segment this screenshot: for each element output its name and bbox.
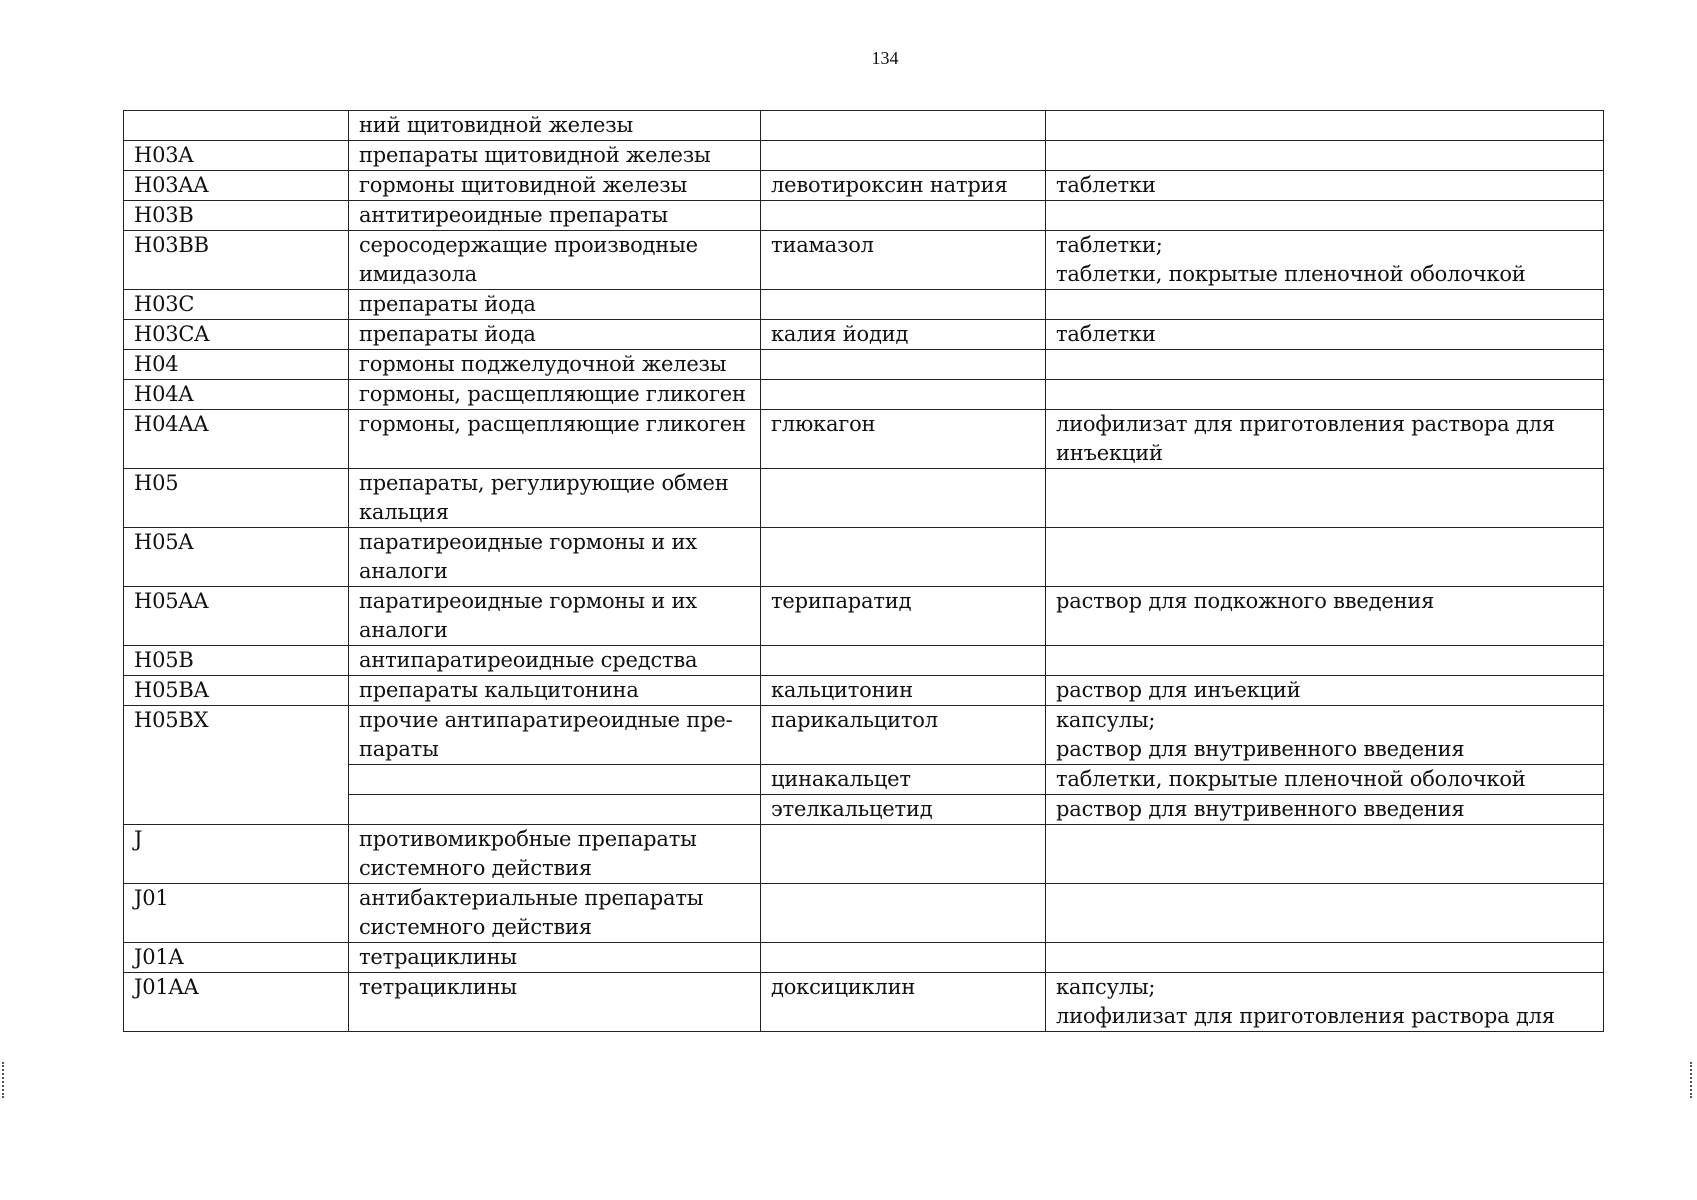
atc-code-cell: H03CA bbox=[124, 320, 349, 350]
atc-code-cell: H05BX bbox=[124, 706, 349, 825]
atc-code-cell: H03AA bbox=[124, 171, 349, 201]
drug-name-cell bbox=[761, 943, 1046, 973]
group-cell: препараты, регулирующие обмен кальция bbox=[349, 469, 761, 528]
table-row bbox=[124, 676, 1604, 706]
table-row bbox=[124, 943, 1604, 973]
dosage-form-cell: таблетки bbox=[1046, 320, 1604, 350]
atc-code-cell: H04AA bbox=[124, 410, 349, 469]
dosage-form-cell: таблетки; таблетки, покрытые пленочной оболочкой bbox=[1046, 231, 1604, 290]
drug-name-cell bbox=[761, 141, 1046, 171]
table-row bbox=[124, 973, 1604, 1032]
table-row bbox=[124, 646, 1604, 676]
table-row bbox=[124, 469, 1604, 528]
group-cell: антибактериальные препараты системного действия bbox=[349, 884, 761, 943]
dosage-form-cell bbox=[1046, 528, 1604, 587]
atc-code-cell: H04A bbox=[124, 380, 349, 410]
dosage-form-cell: раствор для подкожного введения bbox=[1046, 587, 1604, 646]
group-cell bbox=[349, 795, 761, 825]
atc-code-cell: H05AA bbox=[124, 587, 349, 646]
dosage-form-cell bbox=[1046, 350, 1604, 380]
table-row bbox=[124, 380, 1604, 410]
atc-code-cell: H03BB bbox=[124, 231, 349, 290]
group-cell: гормоны, расщепляющие гликоген bbox=[349, 380, 761, 410]
group-cell: гормоны, расщепляющие гликоген bbox=[349, 410, 761, 469]
group-cell: препараты йода bbox=[349, 320, 761, 350]
drug-name-cell: цинакальцет bbox=[761, 765, 1046, 795]
drug-name-cell: этелкальцетид bbox=[761, 795, 1046, 825]
atc-code-cell: J01AA bbox=[124, 973, 349, 1032]
atc-code-cell: H05BA bbox=[124, 676, 349, 706]
table-row bbox=[124, 706, 1604, 765]
drug-name-cell bbox=[761, 825, 1046, 884]
dosage-form-cell bbox=[1046, 825, 1604, 884]
dosage-form-cell bbox=[1046, 943, 1604, 973]
atc-code-cell: H05A bbox=[124, 528, 349, 587]
drug-name-cell: парикальцитол bbox=[761, 706, 1046, 765]
dosage-form-cell bbox=[1046, 884, 1604, 943]
drug-name-cell bbox=[761, 380, 1046, 410]
dosage-form-cell: капсулы; раствор для внутривенного введения bbox=[1046, 706, 1604, 765]
table-row bbox=[124, 587, 1604, 646]
atc-code-cell: J01 bbox=[124, 884, 349, 943]
dosage-form-cell bbox=[1046, 646, 1604, 676]
group-cell bbox=[349, 765, 761, 795]
group-cell: прочие антипаратиреоидные пре- параты bbox=[349, 706, 761, 765]
dosage-form-cell bbox=[1046, 380, 1604, 410]
group-cell: антипаратиреоидные средства bbox=[349, 646, 761, 676]
dosage-form-cell bbox=[1046, 290, 1604, 320]
group-cell: тетрациклины bbox=[349, 943, 761, 973]
table-row bbox=[124, 141, 1604, 171]
drug-name-cell bbox=[761, 350, 1046, 380]
table-row bbox=[124, 884, 1604, 943]
drug-name-cell: тиамазол bbox=[761, 231, 1046, 290]
atc-code-cell: H03B bbox=[124, 201, 349, 231]
group-cell: тетрациклины bbox=[349, 973, 761, 1032]
group-cell: паратиреоидные гормоны и их аналоги bbox=[349, 528, 761, 587]
atc-code-cell: H03A bbox=[124, 141, 349, 171]
scan-edge-mark-left bbox=[2, 1062, 7, 1098]
atc-code-cell: H03C bbox=[124, 290, 349, 320]
drug-name-cell bbox=[761, 646, 1046, 676]
table-row bbox=[124, 410, 1604, 469]
drug-name-cell bbox=[761, 201, 1046, 231]
table-row bbox=[124, 320, 1604, 350]
group-cell: ний щитовидной железы bbox=[349, 111, 761, 141]
table-row bbox=[124, 111, 1604, 141]
drug-name-cell bbox=[761, 111, 1046, 141]
dosage-form-cell: раствор для внутривенного введения bbox=[1046, 795, 1604, 825]
atc-code-cell: H05 bbox=[124, 469, 349, 528]
dosage-form-cell: раствор для инъекций bbox=[1046, 676, 1604, 706]
drug-name-cell bbox=[761, 884, 1046, 943]
scan-edge-mark-right bbox=[1690, 1062, 1695, 1098]
group-cell: серосодержащие производные имидазола bbox=[349, 231, 761, 290]
dosage-form-cell: капсулы; лиофилизат для приготовления раствора для bbox=[1046, 973, 1604, 1032]
dosage-form-cell: лиофилизат для приготовления раствора для инъекций bbox=[1046, 410, 1604, 469]
group-cell: гормоны щитовидной железы bbox=[349, 171, 761, 201]
table-row bbox=[124, 290, 1604, 320]
atc-code-cell: H05B bbox=[124, 646, 349, 676]
group-cell: препараты кальцитонина bbox=[349, 676, 761, 706]
group-cell: антитиреоидные препараты bbox=[349, 201, 761, 231]
drug-name-cell: терипаратид bbox=[761, 587, 1046, 646]
table-row bbox=[124, 201, 1604, 231]
table-row bbox=[124, 231, 1604, 290]
group-cell: препараты щитовидной железы bbox=[349, 141, 761, 171]
dosage-form-cell bbox=[1046, 201, 1604, 231]
atc-code-cell: J bbox=[124, 825, 349, 884]
atc-code-cell: J01A bbox=[124, 943, 349, 973]
drug-name-cell bbox=[761, 290, 1046, 320]
atc-code-cell bbox=[124, 111, 349, 141]
drug-name-cell: глюкагон bbox=[761, 410, 1046, 469]
page-number: 134 bbox=[871, 48, 899, 68]
table-row bbox=[124, 350, 1604, 380]
drug-name-cell bbox=[761, 528, 1046, 587]
drug-name-cell: кальцитонин bbox=[761, 676, 1046, 706]
drug-name-cell bbox=[761, 469, 1046, 528]
drug-name-cell: левотироксин натрия bbox=[761, 171, 1046, 201]
group-cell: гормоны поджелудочной железы bbox=[349, 350, 761, 380]
table-row bbox=[124, 528, 1604, 587]
dosage-form-cell: таблетки bbox=[1046, 171, 1604, 201]
group-cell: препараты йода bbox=[349, 290, 761, 320]
dosage-form-cell bbox=[1046, 111, 1604, 141]
drug-table bbox=[123, 110, 1604, 1032]
group-cell: противомикробные препараты системного действия bbox=[349, 825, 761, 884]
table-row bbox=[124, 825, 1604, 884]
dosage-form-cell bbox=[1046, 141, 1604, 171]
table-row bbox=[124, 171, 1604, 201]
dosage-form-cell bbox=[1046, 469, 1604, 528]
drug-name-cell: калия йодид bbox=[761, 320, 1046, 350]
drug-name-cell: доксициклин bbox=[761, 973, 1046, 1032]
dosage-form-cell: таблетки, покрытые пленочной оболочкой bbox=[1046, 765, 1604, 795]
group-cell: паратиреоидные гормоны и их аналоги bbox=[349, 587, 761, 646]
atc-code-cell: H04 bbox=[124, 350, 349, 380]
